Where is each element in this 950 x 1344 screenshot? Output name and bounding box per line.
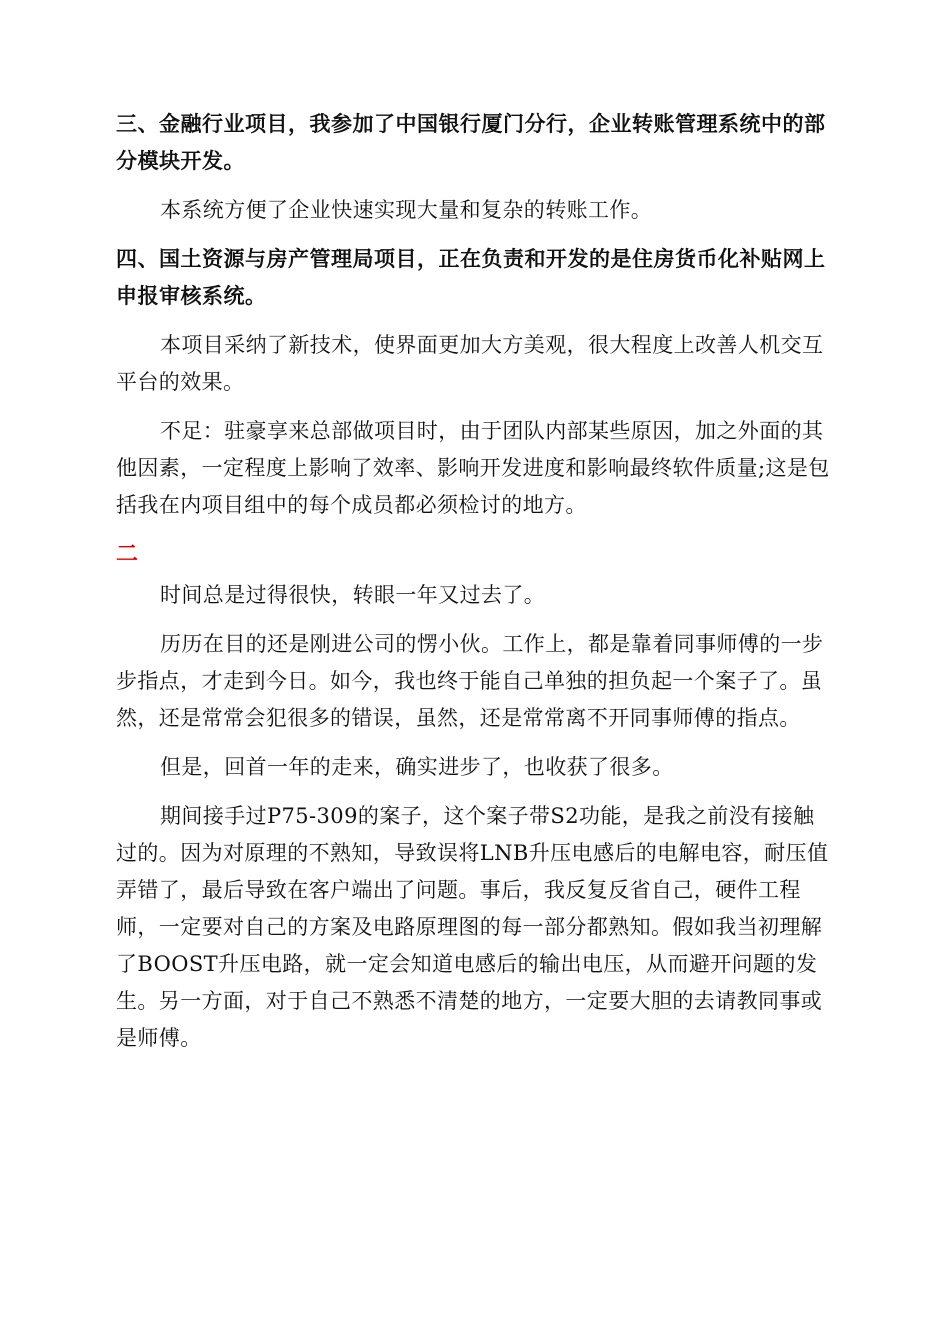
paragraph: 本系统方便了企业快速实现大量和复杂的转账工作。 (160, 198, 653, 222)
paragraph: 期间接手过P75-309的案子，这个案子带S2功能，是我之前没有接触过的。因为对原理的不熟知，导致误将LNB升压电感后的电解电容，耐压值弄错了，最后导致在客户端出了问题。事后，我反复反省自己，硬件工程师，一定要对自己的方案及电路原理图的每一部分都熟知。假如我当初理解了BOOST升压电路，就一定会知道电感后的输出电压，从而避开问题的发生。另一方面，对于自己不熟悉不清楚的地方，一定要大胆的去请教同事或是师傅。 (116, 804, 829, 1050)
document-body (116, 106, 832, 1069)
paragraph: 不足：驻豪享来总部做项目时，由于团队内部某些原因，加之外面的其他因素，一定程度上影响了效率、影响开发进度和影响最终软件质量;这是包括我在内项目组中的每个成员都必须检讨的地方。 (116, 419, 830, 517)
section-number-mark: 二 (116, 542, 139, 567)
section-heading-3: 三、金融行业项目，我参加了中国银行厦门分行，企业转账管理系统中的部分模块开发。 (116, 112, 826, 173)
paragraph: 时间总是过得很快，转眼一年又过去了。 (160, 583, 546, 607)
paragraph: 但是，回首一年的走来，确实进步了，也收获了很多。 (160, 755, 674, 779)
paragraph: 本项目采纳了新技术，使界面更加大方美观，很大程度上改善人机交互平台的效果。 (116, 333, 824, 394)
paragraph: 历历在目的还是刚进公司的愣小伙。工作上，都是靠着同事师傅的一步步指点，才走到今日。如今，我也终于能自己单独的担负起一个案子了。虽然，还是常常会犯很多的错误，虽然，还是常常离不开同事师傅的指点。 (116, 632, 824, 730)
section-heading-4: 四、国土资源与房产管理局项目，正在负责和开发的是住房货币化补贴网上申报审核系统。 (116, 247, 826, 308)
